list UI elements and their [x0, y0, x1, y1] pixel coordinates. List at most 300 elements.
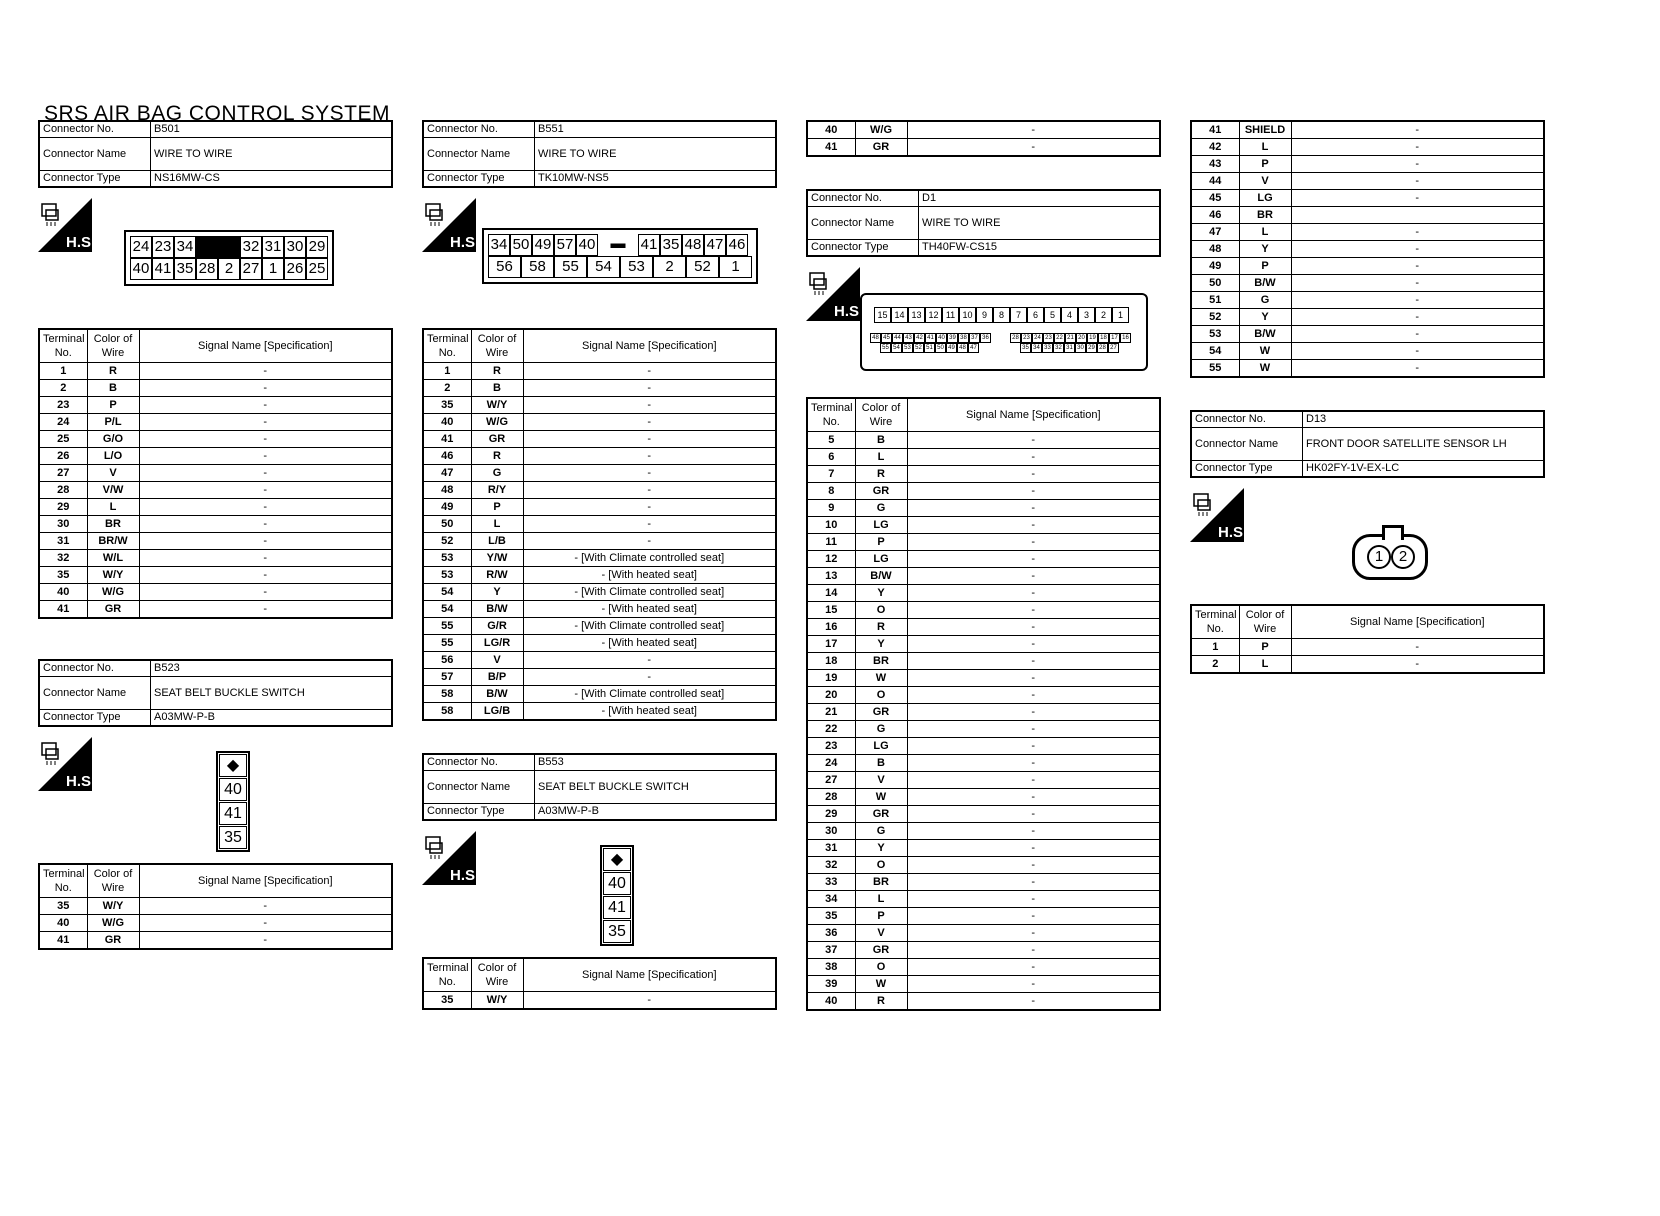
connector-name-label: Connector Name	[39, 677, 151, 710]
table-row	[807, 551, 1160, 568]
wire-color: R	[87, 363, 139, 380]
wire-color: W/Y	[87, 898, 139, 915]
connector-face-d13	[1352, 534, 1428, 580]
signal-name: -	[1291, 343, 1544, 360]
wire-color: B	[471, 380, 523, 397]
signal-name: -	[139, 533, 392, 550]
pin: 34	[1031, 343, 1042, 353]
terminal-no: 35	[39, 898, 87, 915]
pin: 55	[554, 256, 587, 278]
connector-name-label: Connector Name	[1191, 428, 1303, 461]
wire-color: B	[855, 755, 907, 772]
pin: 23	[1043, 333, 1054, 343]
pin: 41	[603, 896, 631, 919]
table-row	[1191, 121, 1544, 139]
signal-name: -	[139, 431, 392, 448]
wire-color: L	[1239, 224, 1291, 241]
signal-name: -	[907, 636, 1160, 653]
wire-color: L	[855, 891, 907, 908]
terminal-no: 41	[39, 601, 87, 619]
wire-color: G	[855, 823, 907, 840]
wire-color: P	[855, 534, 907, 551]
connector-type-label: Connector Type	[423, 171, 535, 188]
terminal-no: 47	[423, 465, 471, 482]
wire-color-header: Color of Wire	[1239, 605, 1291, 639]
wire-color: G/O	[87, 431, 139, 448]
terminal-no: 43	[1191, 156, 1239, 173]
wire-color: O	[855, 602, 907, 619]
terminal-table-b553	[422, 957, 777, 1010]
wire-color: B/W	[471, 686, 523, 703]
table-row	[423, 686, 776, 703]
terminal-no-header: Terminal No.	[423, 329, 471, 363]
wire-color: GR	[471, 431, 523, 448]
signal-name: -	[139, 898, 392, 915]
pin: 58	[521, 256, 554, 278]
pin: 12	[925, 307, 942, 323]
table-row	[39, 516, 392, 533]
connector-face-d1	[860, 293, 1148, 371]
signal-name: -	[139, 482, 392, 499]
signal-name: -	[907, 891, 1160, 908]
signal-name-header: Signal Name [Specification]	[523, 329, 776, 363]
table-row	[39, 482, 392, 499]
wire-color: GR	[855, 139, 907, 157]
pin: 28	[1010, 333, 1021, 343]
signal-name: -	[907, 738, 1160, 755]
terminal-no: 23	[807, 738, 855, 755]
pin: 22	[1054, 333, 1065, 343]
signal-name: -	[907, 959, 1160, 976]
wire-color: R/W	[471, 567, 523, 584]
table-row	[423, 465, 776, 482]
pin: 48	[957, 343, 968, 353]
table-row	[39, 533, 392, 550]
wire-color: L/B	[471, 533, 523, 550]
terminal-no: 29	[807, 806, 855, 823]
wire-color: LG	[855, 551, 907, 568]
pin: 26	[284, 258, 306, 280]
signal-name: -	[1291, 173, 1544, 190]
pin: 28	[196, 258, 218, 280]
pin: 7	[1010, 307, 1027, 323]
connector-no-label: Connector No.	[39, 660, 151, 677]
wire-color: W/G	[87, 915, 139, 932]
table-row	[1191, 309, 1544, 326]
pin-key: ▬	[610, 235, 626, 252]
table-row	[1191, 258, 1544, 275]
wire-color: GR	[855, 483, 907, 500]
terminal-no: 40	[807, 121, 855, 139]
table-row	[807, 517, 1160, 534]
table-row	[1191, 656, 1544, 674]
table-row	[807, 704, 1160, 721]
pin: 44	[892, 333, 903, 343]
terminal-no: 13	[807, 568, 855, 585]
table-row	[807, 891, 1160, 908]
wire-color: W/L	[87, 550, 139, 567]
column-1	[38, 120, 393, 950]
signal-name: -	[1291, 309, 1544, 326]
signal-name: -	[907, 993, 1160, 1011]
pin: 35	[174, 258, 196, 280]
wire-color: Y	[855, 840, 907, 857]
table-row	[807, 789, 1160, 806]
table-row	[39, 898, 392, 915]
connector-diagram-d13	[1190, 488, 1545, 604]
terminal-no: 12	[807, 551, 855, 568]
pin: 11	[942, 307, 959, 323]
wire-color: Y	[1239, 309, 1291, 326]
table-row	[423, 618, 776, 635]
pin: 2	[653, 256, 686, 278]
terminal-no: 31	[807, 840, 855, 857]
terminal-no: 34	[807, 891, 855, 908]
table-row	[423, 431, 776, 448]
table-row	[423, 601, 776, 618]
wire-color: L	[855, 449, 907, 466]
signal-name: -	[907, 755, 1160, 772]
signal-name: - [With Climate controlled seat]	[523, 584, 776, 601]
pin: 30	[1075, 343, 1086, 353]
pin: 43	[903, 333, 914, 343]
wire-color: B	[87, 380, 139, 397]
terminal-no: 58	[423, 686, 471, 703]
terminal-no: 1	[1191, 639, 1239, 656]
terminal-no: 25	[39, 431, 87, 448]
pin: 47	[704, 234, 726, 256]
table-row	[807, 976, 1160, 993]
table-row	[423, 380, 776, 397]
signal-name: -	[1291, 156, 1544, 173]
connector-type-label: Connector Type	[39, 710, 151, 727]
wire-color: P	[471, 499, 523, 516]
pin: 41	[219, 802, 247, 825]
terminal-table-d1	[806, 397, 1161, 1011]
table-row	[423, 363, 776, 380]
wire-color: B/W	[855, 568, 907, 585]
terminal-no: 11	[807, 534, 855, 551]
table-row	[39, 431, 392, 448]
signal-name: -	[523, 380, 776, 397]
signal-name: -	[523, 482, 776, 499]
signal-name: -	[1291, 190, 1544, 207]
table-row	[423, 533, 776, 550]
wire-color: BR/W	[87, 533, 139, 550]
connector-name-label: Connector Name	[423, 771, 535, 804]
connector-type-value: TK10MW-NS5	[535, 171, 777, 188]
terminal-table-b551-continued	[806, 120, 1161, 157]
connector-info-d13	[1190, 410, 1545, 478]
hs-icon	[1190, 488, 1248, 542]
terminal-no: 9	[807, 500, 855, 517]
column-4	[1190, 120, 1545, 674]
terminal-no: 1	[423, 363, 471, 380]
wire-color: Y	[1239, 241, 1291, 258]
connector-type-label: Connector Type	[807, 240, 919, 257]
wire-color: V/W	[87, 482, 139, 499]
terminal-no: 29	[39, 499, 87, 516]
terminal-no: 55	[423, 635, 471, 652]
pin: 53	[620, 256, 653, 278]
wire-color: BR	[87, 516, 139, 533]
wire-color: G	[855, 500, 907, 517]
terminal-no: 45	[1191, 190, 1239, 207]
signal-name: -	[1291, 292, 1544, 309]
wire-color: R	[855, 466, 907, 483]
table-row	[1191, 173, 1544, 190]
terminal-no: 35	[423, 397, 471, 414]
signal-name: -	[907, 857, 1160, 874]
connector-no-label: Connector No.	[39, 121, 151, 138]
signal-name: -	[907, 619, 1160, 636]
hs-icon	[38, 198, 96, 252]
table-row	[1191, 207, 1544, 224]
terminal-no-header: Terminal No.	[39, 329, 87, 363]
terminal-table-d13	[1190, 604, 1545, 674]
wire-color: B/W	[1239, 275, 1291, 292]
terminal-no: 46	[1191, 207, 1239, 224]
wire-color: W	[1239, 343, 1291, 360]
signal-name: -	[139, 516, 392, 533]
table-row	[1191, 224, 1544, 241]
wire-color: W/Y	[87, 567, 139, 584]
wire-color: B/W	[1239, 326, 1291, 343]
pin: 57	[554, 234, 576, 256]
table-row	[423, 516, 776, 533]
pin: 40	[219, 778, 247, 801]
table-row	[807, 602, 1160, 619]
signal-name: -	[907, 772, 1160, 789]
signal-name: -	[907, 483, 1160, 500]
signal-name: - [With heated seat]	[523, 703, 776, 721]
connector-diagram-b501	[38, 198, 393, 328]
pin: 45	[881, 333, 892, 343]
connector-no-label: Connector No.	[423, 121, 535, 138]
pin: 23	[1021, 333, 1032, 343]
terminal-no: 54	[423, 601, 471, 618]
table-row	[807, 908, 1160, 925]
terminal-no: 17	[807, 636, 855, 653]
pin: 32	[240, 236, 262, 258]
wire-color: W/Y	[471, 397, 523, 414]
connector-diagram-b523	[38, 737, 393, 863]
table-row	[423, 550, 776, 567]
terminal-no: 30	[39, 516, 87, 533]
pin: 51	[924, 343, 935, 353]
signal-name: -	[523, 669, 776, 686]
pin: 2	[1391, 545, 1415, 569]
pin: 13	[908, 307, 925, 323]
connector-info-b551	[422, 120, 777, 188]
wire-color: W/G	[87, 584, 139, 601]
pin: 37	[969, 333, 980, 343]
wire-color: SHIELD	[1239, 121, 1291, 139]
table-row	[1191, 292, 1544, 309]
pin: 40	[576, 234, 598, 256]
pin: 27	[240, 258, 262, 280]
signal-name: -	[139, 363, 392, 380]
signal-name: -	[139, 448, 392, 465]
table-row	[1191, 326, 1544, 343]
pin: 52	[686, 256, 719, 278]
wire-color: G	[1239, 292, 1291, 309]
wire-color: L	[1239, 139, 1291, 156]
signal-name-header: Signal Name [Specification]	[139, 864, 392, 898]
wire-color: W/Y	[471, 992, 523, 1010]
pin: 25	[306, 258, 328, 280]
table-row	[39, 915, 392, 932]
pin: 35	[219, 826, 247, 849]
pin: 40	[603, 872, 631, 895]
wire-color: B/W	[471, 601, 523, 618]
signal-name: -	[907, 840, 1160, 857]
hs-label: H.S.	[66, 234, 96, 251]
terminal-no: 38	[807, 959, 855, 976]
pin: 54	[891, 343, 902, 353]
signal-name: -	[523, 499, 776, 516]
terminal-no: 50	[423, 516, 471, 533]
pin: 41	[638, 234, 660, 256]
signal-name: -	[907, 517, 1160, 534]
table-row	[423, 669, 776, 686]
table-row	[1191, 156, 1544, 173]
signal-name: - [With heated seat]	[523, 635, 776, 652]
terminal-no: 53	[423, 567, 471, 584]
table-row	[807, 670, 1160, 687]
connector-no-value: B551	[535, 121, 777, 138]
terminal-no: 41	[423, 431, 471, 448]
terminal-no-header: Terminal No.	[807, 398, 855, 432]
hs-label: H.S.	[1218, 524, 1248, 541]
wire-color: G/R	[471, 618, 523, 635]
signal-name: -	[907, 653, 1160, 670]
terminal-no: 5	[807, 432, 855, 449]
pin: 42	[914, 333, 925, 343]
terminal-no: 52	[423, 533, 471, 550]
signal-name: -	[907, 432, 1160, 449]
connector-type-label: Connector Type	[1191, 461, 1303, 478]
terminal-no: 42	[1191, 139, 1239, 156]
signal-name: - [With Climate controlled seat]	[523, 550, 776, 567]
signal-name: -	[1291, 139, 1544, 156]
terminal-no: 26	[39, 448, 87, 465]
connector-no-label: Connector No.	[1191, 411, 1303, 428]
hs-label: H.S.	[450, 867, 480, 884]
signal-name: -	[139, 584, 392, 601]
wire-color: LG	[855, 738, 907, 755]
wire-color: GR	[87, 932, 139, 950]
connector-name-label: Connector Name	[807, 207, 919, 240]
signal-name-header: Signal Name [Specification]	[1291, 605, 1544, 639]
wire-color: P/L	[87, 414, 139, 431]
column-2	[422, 120, 777, 1010]
terminal-no: 54	[423, 584, 471, 601]
table-row	[807, 687, 1160, 704]
table-row	[807, 840, 1160, 857]
terminal-no-header: Terminal No.	[39, 864, 87, 898]
pin: 15	[874, 307, 891, 323]
signal-name: -	[139, 601, 392, 619]
pin: 8	[993, 307, 1010, 323]
connector-type-value: HK02FY-1V-EX-LC	[1303, 461, 1545, 478]
table-row	[807, 466, 1160, 483]
hs-icon	[38, 737, 96, 791]
table-row	[39, 414, 392, 431]
signal-name: -	[523, 516, 776, 533]
terminal-no: 44	[1191, 173, 1239, 190]
pin: 6	[1027, 307, 1044, 323]
pin: 40	[936, 333, 947, 343]
wire-color: Y/W	[471, 550, 523, 567]
wire-color: L	[1239, 656, 1291, 674]
wire-color: LG	[855, 517, 907, 534]
wire-color: R	[855, 619, 907, 636]
signal-name: -	[523, 397, 776, 414]
table-row	[1191, 275, 1544, 292]
table-row	[39, 550, 392, 567]
terminal-no: 7	[807, 466, 855, 483]
pin: 36	[980, 333, 991, 343]
signal-name: -	[907, 976, 1160, 993]
signal-name: -	[139, 465, 392, 482]
wire-color: W	[855, 789, 907, 806]
signal-name: - [With heated seat]	[523, 601, 776, 618]
pin: 39	[947, 333, 958, 343]
table-row	[39, 397, 392, 414]
connector-face-b551	[482, 228, 758, 284]
table-row	[423, 499, 776, 516]
pin: 31	[1064, 343, 1075, 353]
table-row	[807, 925, 1160, 942]
pin: 35	[660, 234, 682, 256]
terminal-no: 40	[423, 414, 471, 431]
pin: 32	[1053, 343, 1064, 353]
terminal-no: 10	[807, 517, 855, 534]
table-row	[807, 568, 1160, 585]
wire-color: P	[1239, 639, 1291, 656]
terminal-no: 52	[1191, 309, 1239, 326]
terminal-no: 2	[39, 380, 87, 397]
signal-name: -	[1291, 224, 1544, 241]
terminal-no: 30	[807, 823, 855, 840]
wire-color: P	[1239, 258, 1291, 275]
table-row	[807, 772, 1160, 789]
table-row	[807, 959, 1160, 976]
table-row	[39, 465, 392, 482]
pin: 48	[682, 234, 704, 256]
terminal-no: 51	[1191, 292, 1239, 309]
connector-diagram-b551	[422, 198, 777, 328]
table-row	[423, 635, 776, 652]
terminal-no: 58	[423, 703, 471, 721]
table-row	[423, 652, 776, 669]
pin: 33	[1042, 343, 1053, 353]
terminal-no: 33	[807, 874, 855, 891]
wire-color-header: Color of Wire	[855, 398, 907, 432]
wire-color: L	[471, 516, 523, 533]
signal-name: - [With Climate controlled seat]	[523, 686, 776, 703]
table-row	[39, 380, 392, 397]
wire-color: GR	[855, 806, 907, 823]
connector-diagram-d1	[806, 267, 1161, 397]
terminal-no: 48	[423, 482, 471, 499]
wire-color: V	[471, 652, 523, 669]
connector-no-value: B553	[535, 754, 777, 771]
terminal-no: 53	[1191, 326, 1239, 343]
signal-name: -	[907, 687, 1160, 704]
signal-name: -	[1291, 326, 1544, 343]
